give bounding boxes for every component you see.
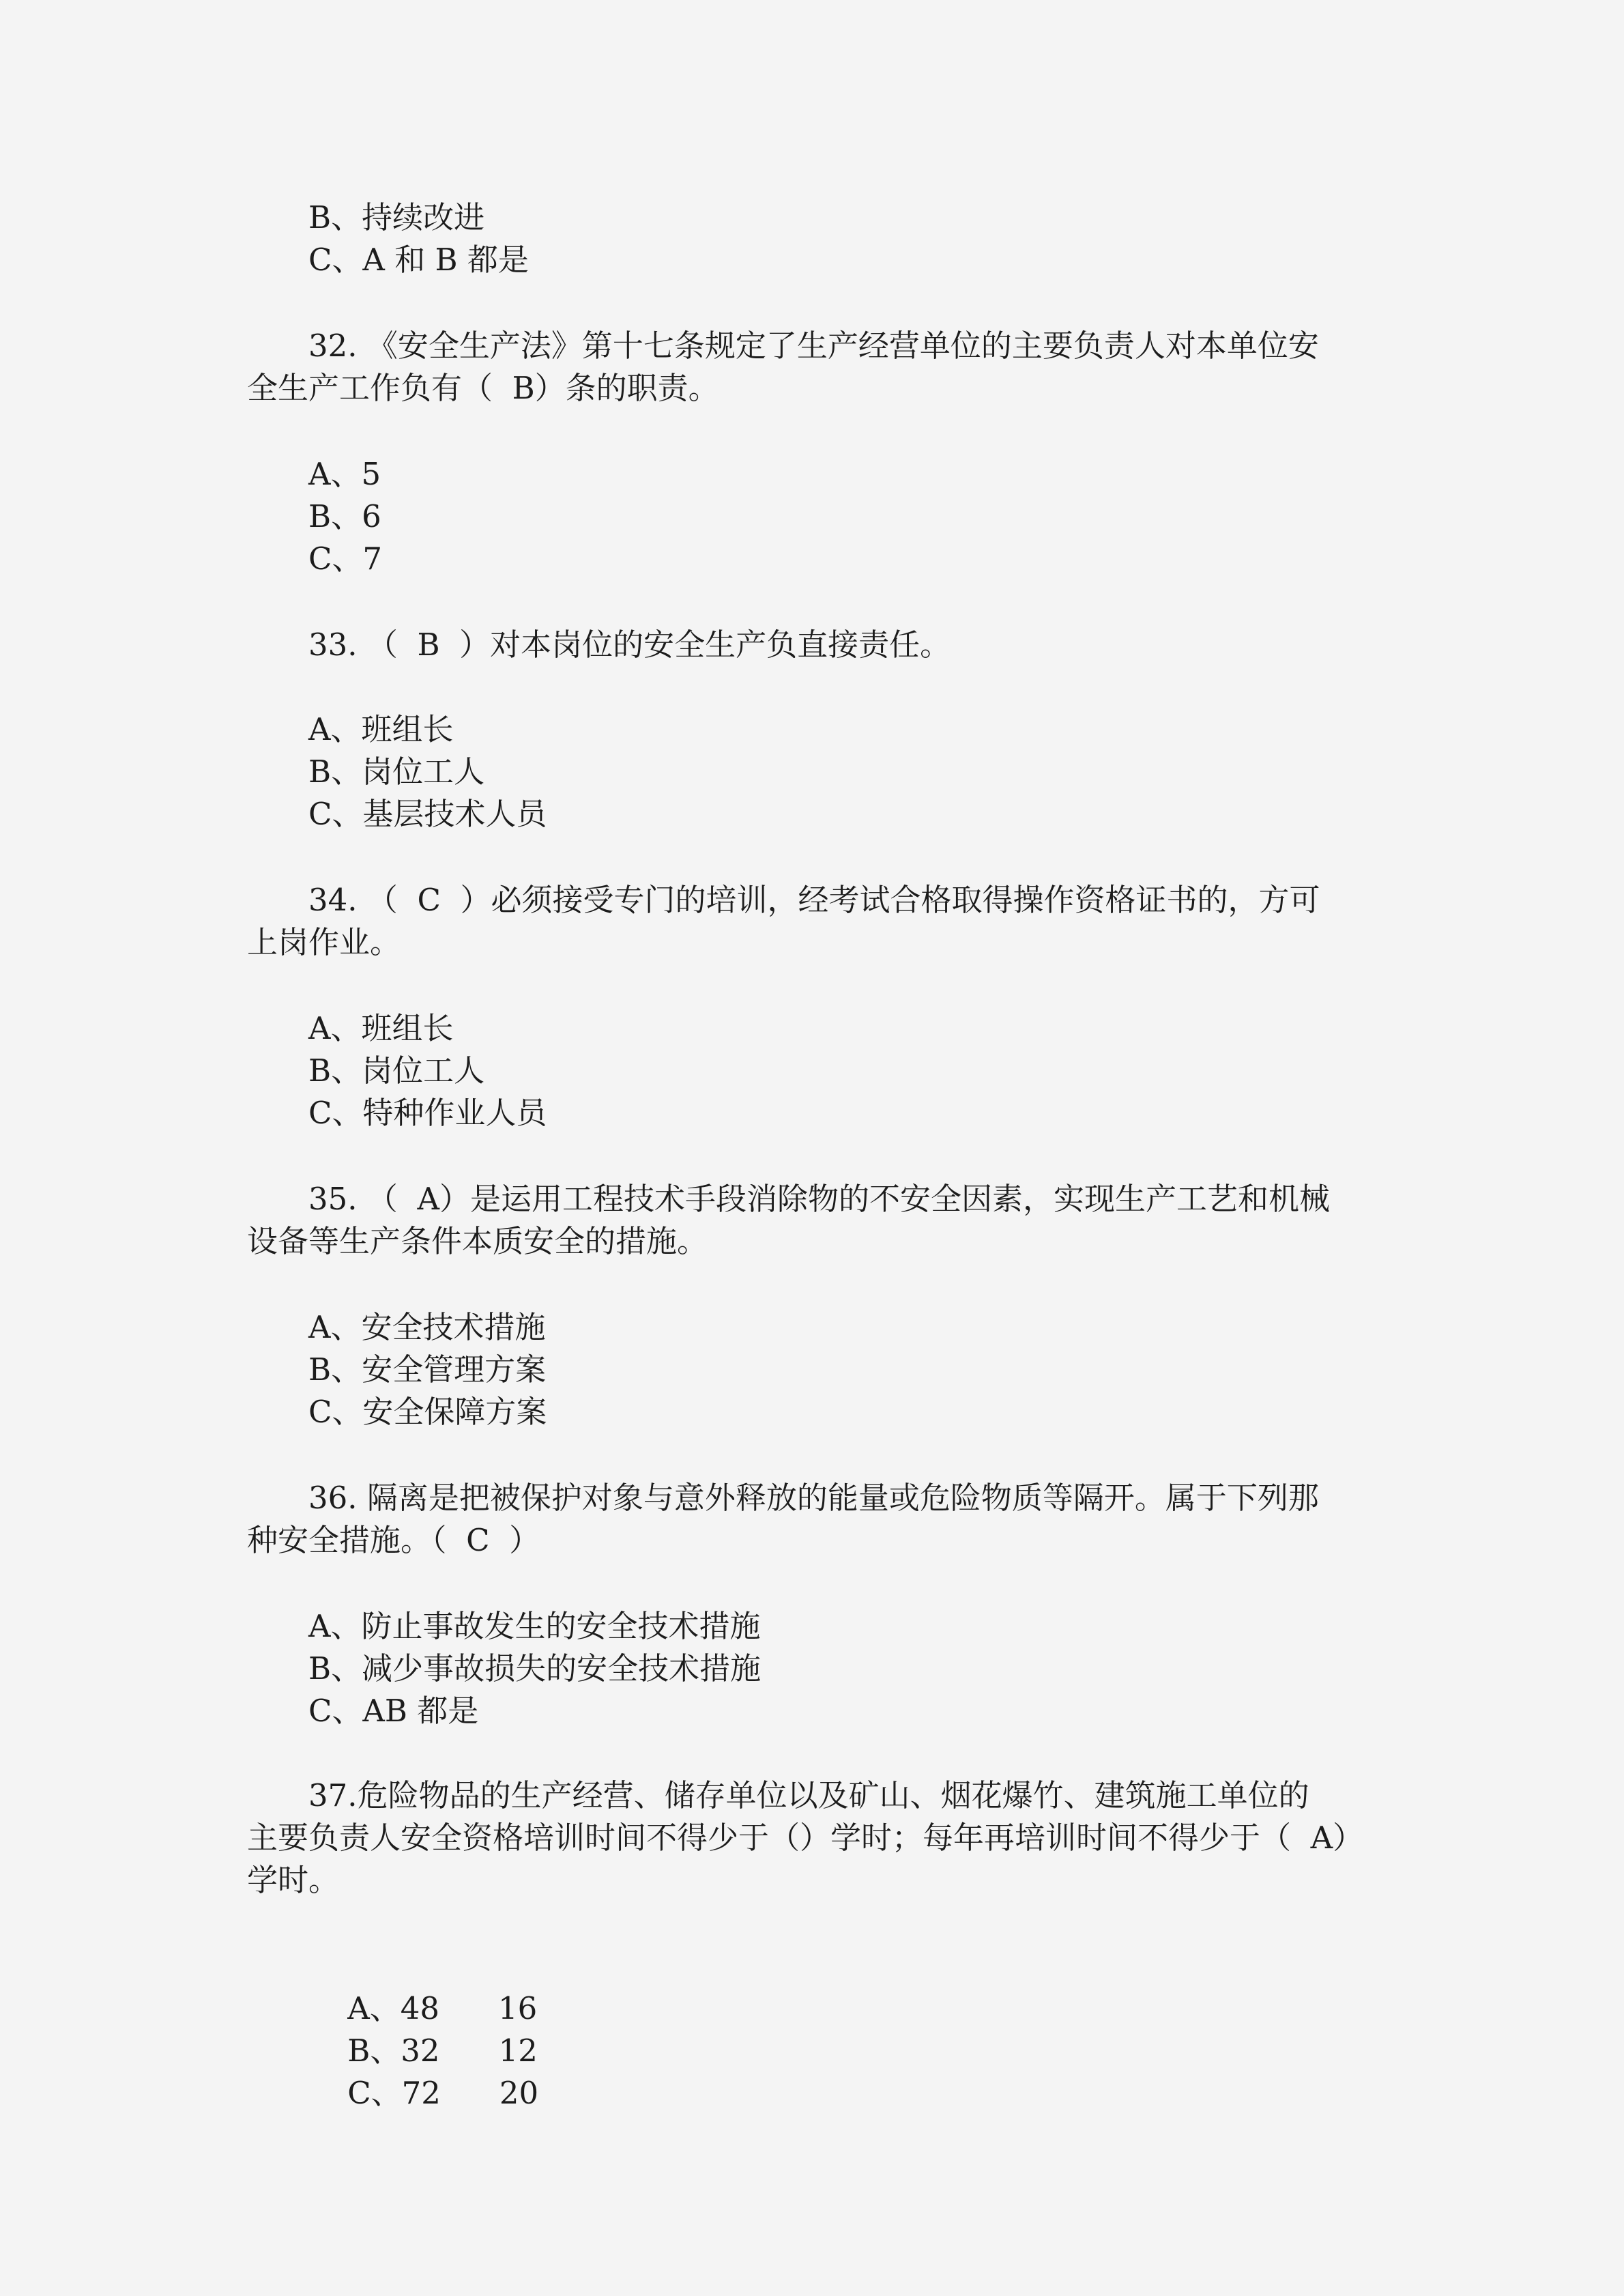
question-33-option-c: C、基层技术人员 <box>308 796 547 832</box>
question-32-option-a: A、5 <box>308 456 381 492</box>
question-34-line-1: 34. （ C ）必须接受专门的培训，经考试合格取得操作资格证书的，方可 <box>308 882 1320 918</box>
question-36-option-c: C、AB 都是 <box>308 1693 479 1729</box>
option-label: A、48 <box>347 1990 439 2026</box>
question-35-option-a: A、安全技术措施 <box>308 1309 546 1345</box>
question-33-option-a: A、班组长 <box>308 711 454 747</box>
option-line: B、持续改进 <box>308 199 485 235</box>
question-32-line-1: 32. 《安全生产法》第十七条规定了生产经营单位的主要负责人对本单位安 <box>308 328 1319 364</box>
question-37-option-c <box>308 2030 538 2157</box>
question-36-option-a: A、防止事故发生的安全技术措施 <box>308 1608 761 1644</box>
question-35-line-1: 35. （ A）是运用工程技术手段消除物的不安全因素，实现生产工艺和机械 <box>308 1181 1330 1217</box>
question-32-option-c: C、7 <box>308 541 383 577</box>
option-label: B、32 <box>347 2033 440 2069</box>
question-37-line-2: 主要负责人安全资格培训时间不得少于（）学时；每年再培训时间不得少于（ A） <box>247 1820 1364 1856</box>
question-35-option-b: B、安全管理方案 <box>308 1351 547 1388</box>
question-34-line-2: 上岗作业。 <box>247 924 401 960</box>
question-34-option-a: A、班组长 <box>308 1010 454 1046</box>
option-value: 20 <box>499 2075 539 2111</box>
question-35-option-c: C、安全保障方案 <box>308 1394 547 1430</box>
option-value: 16 <box>497 1990 538 2026</box>
question-33-option-b: B、岗位工人 <box>308 754 485 790</box>
question-32-option-b: B、6 <box>308 498 381 534</box>
question-36-option-b: B、减少事故损失的安全技术措施 <box>308 1650 762 1687</box>
option-line: C、A 和 B 都是 <box>308 242 529 278</box>
question-34-option-b: B、岗位工人 <box>308 1052 485 1089</box>
question-37-line-3: 学时。 <box>247 1862 340 1898</box>
question-34-option-c: C、特种作业人员 <box>308 1095 547 1131</box>
question-37-line-1: 37.危险物品的生产经营、储存单位以及矿山、烟花爆竹、建筑施工单位的 <box>308 1777 1309 1813</box>
question-36-line-1: 36. 隔离是把被保护对象与意外释放的能量或危险物质等隔开。属于下列那 <box>308 1480 1319 1516</box>
option-value: 12 <box>498 2033 538 2069</box>
question-32-line-2: 全生产工作负有（ B）条的职责。 <box>247 370 719 406</box>
question-35-line-2: 设备等生产条件本质安全的措施。 <box>247 1223 708 1259</box>
question-36-line-2: 种安全措施。（ C ） <box>247 1522 540 1558</box>
option-label: C、72 <box>347 2075 441 2111</box>
question-33-line-1: 33. （ B ）对本岗位的安全生产负直接责任。 <box>308 627 951 663</box>
